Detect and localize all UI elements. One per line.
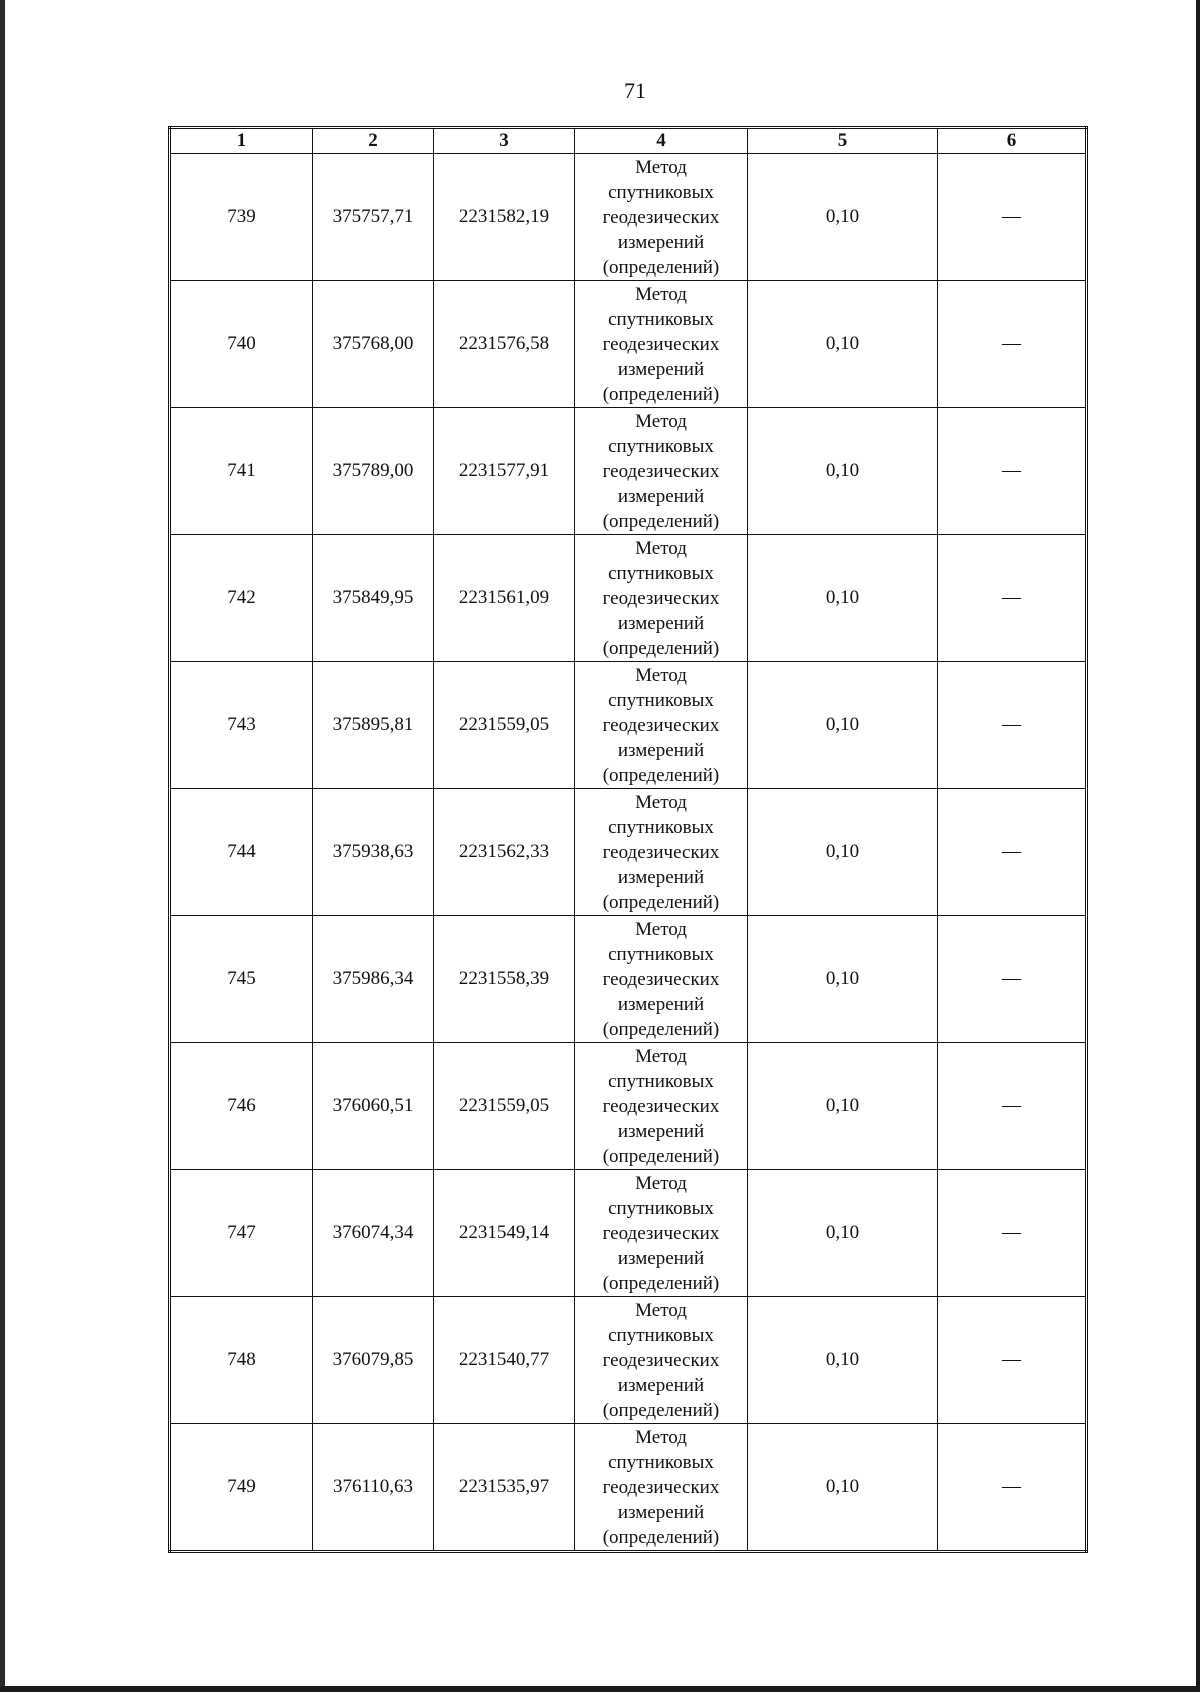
note-dash: — (1002, 1222, 1021, 1243)
method-line: спутниковых (608, 1197, 714, 1219)
note-dash: — (1002, 841, 1021, 862)
method-line: спутниковых (608, 816, 714, 838)
method-line: геодезических (602, 968, 720, 990)
method-line: (определений) (602, 510, 720, 532)
note-dash: — (1002, 1476, 1021, 1497)
method-line: Метод (635, 1299, 687, 1321)
method-line: Метод (635, 1172, 687, 1194)
note-cell (938, 916, 1087, 1043)
method-line: измерений (617, 866, 705, 888)
page-number: 71 (624, 78, 646, 103)
method-line: Метод (635, 1426, 687, 1448)
method-line: Метод (635, 410, 687, 432)
scan-bottom-edge (0, 1686, 1200, 1692)
note-cell (938, 1170, 1087, 1297)
y-coordinate-cell: 2231559,05 (434, 662, 575, 789)
x-coordinate-cell: 375986,34 (313, 916, 434, 1043)
note-cell (938, 662, 1087, 789)
method-line: геодезических (602, 1095, 720, 1117)
x-coordinate-cell: 375849,95 (313, 535, 434, 662)
method-cell (575, 535, 748, 662)
method-line: измерений (617, 485, 705, 507)
method-line: геодезических (602, 587, 720, 609)
note-dash: — (1002, 206, 1021, 227)
method-line: измерений (617, 993, 705, 1015)
table-row (170, 154, 1087, 281)
method-line: Метод (635, 664, 687, 686)
method-line: геодезических (602, 1476, 720, 1498)
method-line: измерений (617, 1501, 705, 1523)
method-line: спутниковых (608, 181, 714, 203)
y-coordinate-cell: 2231540,77 (434, 1297, 575, 1424)
point-number-cell: 740 (170, 281, 313, 408)
method-line: Метод (635, 537, 687, 559)
y-coordinate-cell: 2231558,39 (434, 916, 575, 1043)
point-number-cell: 746 (170, 1043, 313, 1170)
method-line: спутниковых (608, 1324, 714, 1346)
coordinates-table (168, 126, 1088, 1553)
method-line: спутниковых (608, 1070, 714, 1092)
method-line: измерений (617, 1247, 705, 1269)
column-header: 5 (748, 128, 938, 154)
note-dash: — (1002, 968, 1021, 989)
x-coordinate-cell: 375768,00 (313, 281, 434, 408)
method-line: геодезических (602, 714, 720, 736)
point-number-cell: 743 (170, 662, 313, 789)
table-body (170, 154, 1087, 1552)
column-header: 2 (313, 128, 434, 154)
column-header: 6 (938, 128, 1087, 154)
method-line: измерений (617, 739, 705, 761)
y-coordinate-cell: 2231562,33 (434, 789, 575, 916)
y-coordinate-cell: 2231535,97 (434, 1424, 575, 1552)
accuracy-cell: 0,10 (748, 154, 938, 281)
accuracy-cell: 0,10 (748, 916, 938, 1043)
note-dash: — (1002, 1095, 1021, 1116)
note-cell (938, 789, 1087, 916)
method-line: измерений (617, 231, 705, 253)
method-line: (определений) (602, 891, 720, 913)
point-number-cell: 741 (170, 408, 313, 535)
method-line: Метод (635, 918, 687, 940)
x-coordinate-cell: 375895,81 (313, 662, 434, 789)
point-number-cell: 744 (170, 789, 313, 916)
method-line: (определений) (602, 1526, 720, 1548)
table-row (170, 916, 1087, 1043)
note-cell (938, 1043, 1087, 1170)
accuracy-cell: 0,10 (748, 1424, 938, 1552)
accuracy-cell: 0,10 (748, 662, 938, 789)
method-line: спутниковых (608, 562, 714, 584)
method-line: (определений) (602, 1018, 720, 1040)
method-line: (определений) (602, 637, 720, 659)
y-coordinate-cell: 2231576,58 (434, 281, 575, 408)
point-number-cell: 748 (170, 1297, 313, 1424)
note-cell (938, 1297, 1087, 1424)
method-line: геодезических (602, 333, 720, 355)
method-line: геодезических (602, 206, 720, 228)
note-dash: — (1002, 714, 1021, 735)
accuracy-cell: 0,10 (748, 535, 938, 662)
x-coordinate-cell: 376074,34 (313, 1170, 434, 1297)
accuracy-cell: 0,10 (748, 1170, 938, 1297)
method-line: геодезических (602, 841, 720, 863)
method-line: измерений (617, 612, 705, 634)
method-line: измерений (617, 1374, 705, 1396)
method-line: спутниковых (608, 435, 714, 457)
note-dash: — (1002, 1349, 1021, 1370)
method-line: (определений) (602, 1399, 720, 1421)
column-header: 1 (170, 128, 313, 154)
accuracy-cell: 0,10 (748, 1043, 938, 1170)
y-coordinate-cell: 2231549,14 (434, 1170, 575, 1297)
method-line: геодезических (602, 1349, 720, 1371)
method-cell (575, 916, 748, 1043)
note-dash: — (1002, 587, 1021, 608)
x-coordinate-cell: 376079,85 (313, 1297, 434, 1424)
note-cell (938, 535, 1087, 662)
method-line: (определений) (602, 383, 720, 405)
method-line: (определений) (602, 256, 720, 278)
note-cell (938, 154, 1087, 281)
method-line: измерений (617, 1120, 705, 1142)
point-number-cell: 745 (170, 916, 313, 1043)
method-cell (575, 662, 748, 789)
table-row (170, 789, 1087, 916)
method-line: измерений (617, 358, 705, 380)
x-coordinate-cell: 376110,63 (313, 1424, 434, 1552)
note-cell (938, 281, 1087, 408)
table-row (170, 1424, 1087, 1552)
method-cell (575, 281, 748, 408)
method-line: (определений) (602, 1272, 720, 1294)
method-line: спутниковых (608, 308, 714, 330)
table-row (170, 535, 1087, 662)
table-row (170, 662, 1087, 789)
table-row (170, 408, 1087, 535)
method-line: Метод (635, 791, 687, 813)
accuracy-cell: 0,10 (748, 1297, 938, 1424)
method-line: геодезических (602, 1222, 720, 1244)
method-line: (определений) (602, 764, 720, 786)
table-header-row (170, 128, 1087, 154)
point-number-cell: 749 (170, 1424, 313, 1552)
method-line: спутниковых (608, 943, 714, 965)
method-cell (575, 1043, 748, 1170)
method-cell (575, 1297, 748, 1424)
method-line: спутниковых (608, 689, 714, 711)
point-number-cell: 739 (170, 154, 313, 281)
accuracy-cell: 0,10 (748, 789, 938, 916)
method-line: Метод (635, 283, 687, 305)
y-coordinate-cell: 2231559,05 (434, 1043, 575, 1170)
method-line: Метод (635, 1045, 687, 1067)
method-line: Метод (635, 156, 687, 178)
accuracy-cell: 0,10 (748, 408, 938, 535)
method-line: (определений) (602, 1145, 720, 1167)
y-coordinate-cell: 2231582,19 (434, 154, 575, 281)
table-row (170, 281, 1087, 408)
note-cell (938, 1424, 1087, 1552)
y-coordinate-cell: 2231577,91 (434, 408, 575, 535)
note-cell (938, 408, 1087, 535)
table-row (170, 1297, 1087, 1424)
x-coordinate-cell: 375789,00 (313, 408, 434, 535)
note-dash: — (1002, 460, 1021, 481)
x-coordinate-cell: 375938,63 (313, 789, 434, 916)
method-line: спутниковых (608, 1451, 714, 1473)
accuracy-cell: 0,10 (748, 281, 938, 408)
x-coordinate-cell: 375757,71 (313, 154, 434, 281)
method-cell (575, 1424, 748, 1552)
method-cell (575, 154, 748, 281)
column-header: 4 (575, 128, 748, 154)
x-coordinate-cell: 376060,51 (313, 1043, 434, 1170)
y-coordinate-cell: 2231561,09 (434, 535, 575, 662)
note-dash: — (1002, 333, 1021, 354)
method-cell (575, 1170, 748, 1297)
column-header: 3 (434, 128, 575, 154)
scan-left-edge (0, 0, 5, 1692)
method-cell (575, 408, 748, 535)
scan-right-edge (1196, 0, 1200, 1692)
table-row (170, 1043, 1087, 1170)
method-line: геодезических (602, 460, 720, 482)
table-row (170, 1170, 1087, 1297)
method-cell (575, 789, 748, 916)
point-number-cell: 747 (170, 1170, 313, 1297)
point-number-cell: 742 (170, 535, 313, 662)
